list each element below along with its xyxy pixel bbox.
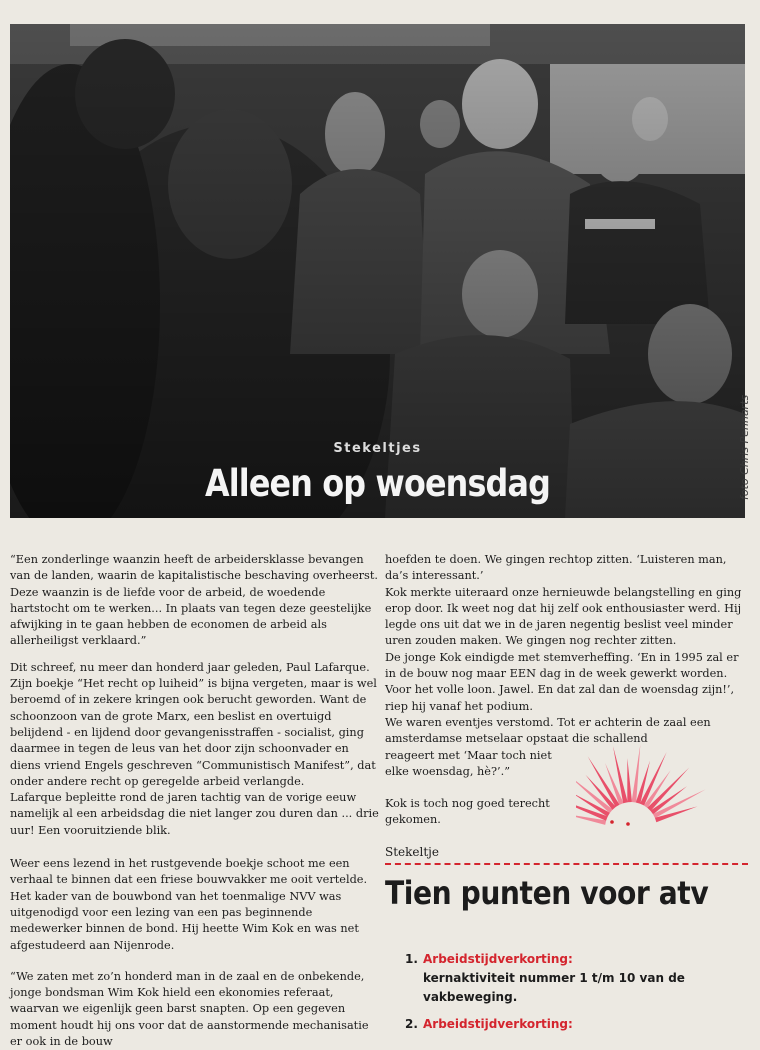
sidebar-label: Stekeltje: [385, 845, 439, 859]
paragraph: “Een zonderlinge waanzin heeft de arbeidersklasse bevangen van de landen, waarin de kapitalistische beschaving overheerst. Deze waanzin is de liefde voor de arbeid, de woedende hartstocht om te werken... In plaats van tegen deze geestelijke afwijking in te gaan hebben de economen de arbeid als allerheiligst verklaard.”: [10, 553, 378, 648]
news-photo: [10, 24, 745, 518]
photo-credit: foto Chris Pennarts: [738, 394, 751, 500]
hedgehog-spike: [613, 746, 628, 803]
article-headline: Alleen op woensdag: [204, 462, 551, 505]
hedgehog-spikes: [576, 745, 706, 825]
paragraph: Dit schreef, nu meer dan honderd jaar geleden, Paul Lafarque. Zijn boekje “Het recht op luiheid” is bijna vergeten, maar is wel beroemd of in zekere kringen ook berucht geworden. Want de schoonzoon van de grote Marx, een beslist en overtuigd belijdend - en lijdend door gevangenisstraffen - socialist, ging daarmee in tegen de leus van het door zijn schoonvader en diens vriend Engels geschreven “Communistisch Manifest”, dat onder andere recht op geregelde arbeid verlangde.: [10, 660, 377, 788]
photo-kicker: Stekeltjes: [333, 441, 422, 456]
paragraph: elke woensdag, hè?’.”: [385, 764, 511, 778]
point-number: 1.: [405, 952, 418, 966]
point-title: Arbeidstijdverkorting:: [423, 1017, 573, 1031]
point-title: Arbeidstijdverkorting:: [423, 952, 573, 966]
hedgehog-eye: [626, 822, 630, 826]
hedgehog-eye: [610, 820, 614, 824]
list-item: [405, 1015, 750, 1034]
dashed-divider: [385, 863, 748, 865]
paragraph: Kok merkte uiteraard onze hernieuwde belangstelling en ging erop door. Ik weet nog dat hij zelf ook enthousiaster werd. Hij legde ons uit dat we in de jaren negentig beslist veel minder uren zouden maken. We gingen nog rechter zitten.: [385, 585, 742, 648]
point-text: kernaktiviteit nummer 1 t/m 10 van de vakbeweging.: [423, 971, 685, 1004]
paragraph: “We zaten met zo’n honderd man in de zaal en de onbekende, jonge bondsman Wim Kok hield een ekonomies referaat, waarvan we eigenlijk geen barst snapten. Op een gegeven moment houdt hij ons voor dat de aanstormende mechanisatie er ook in de bouw: [10, 969, 369, 1049]
paragraph: Weer eens lezend in het rustgevende boekje schoot me een verhaal te binnen dat een friese bouwvakker me ooit vertelde. Het kader van de bouwbond van het toenmalige NVV was uitgenodigd voor een lezing van een pas beginnende medewerker binnen de bond. Hij heette Wim Kok en was net afgestudeerd aan Nijenrode.: [10, 857, 368, 952]
paragraph: gekomen.: [385, 813, 441, 827]
hedgehog-logo: [576, 728, 746, 843]
paragraph: Kok is toch nog goed terecht: [385, 797, 550, 811]
sidebar-title: Tien punten voor atv: [385, 874, 709, 912]
hedgehog-spike: [627, 758, 632, 802]
paragraph: reageert met ‘Maar toch niet: [385, 748, 552, 762]
paragraph: hoefden te doen. We gingen rechtop zitten. ‘Luisteren man, da’s interessant.’: [385, 553, 727, 583]
paragraph: We waren eventjes verstomd. Tot er achterin de zaal een amsterdamse metselaar opstaat die schallend: [385, 715, 711, 746]
paragraph: De jonge Kok eindigde met stemverheffing. ‘En in 1995 zal er in de bouw nog maar EEN dag in de week gewerkt worden. Voor het volle loon. Jawel. En dat zal dan de woensdag zijn!’, riep hij vanaf het podium.: [385, 650, 739, 713]
list-item: [405, 950, 750, 1007]
hedgehog-spike: [588, 756, 620, 807]
paragraph: Lafarque bepleitte rond de jaren tachtig van de vorige eeuw namelijk al een arbeidsdag die niet langer zou duren dan ... drie uur! Een vooruitziende blik.: [10, 791, 379, 837]
left-column: [10, 552, 382, 1050]
points-list: [405, 950, 750, 1042]
point-number: 2.: [405, 1017, 418, 1031]
